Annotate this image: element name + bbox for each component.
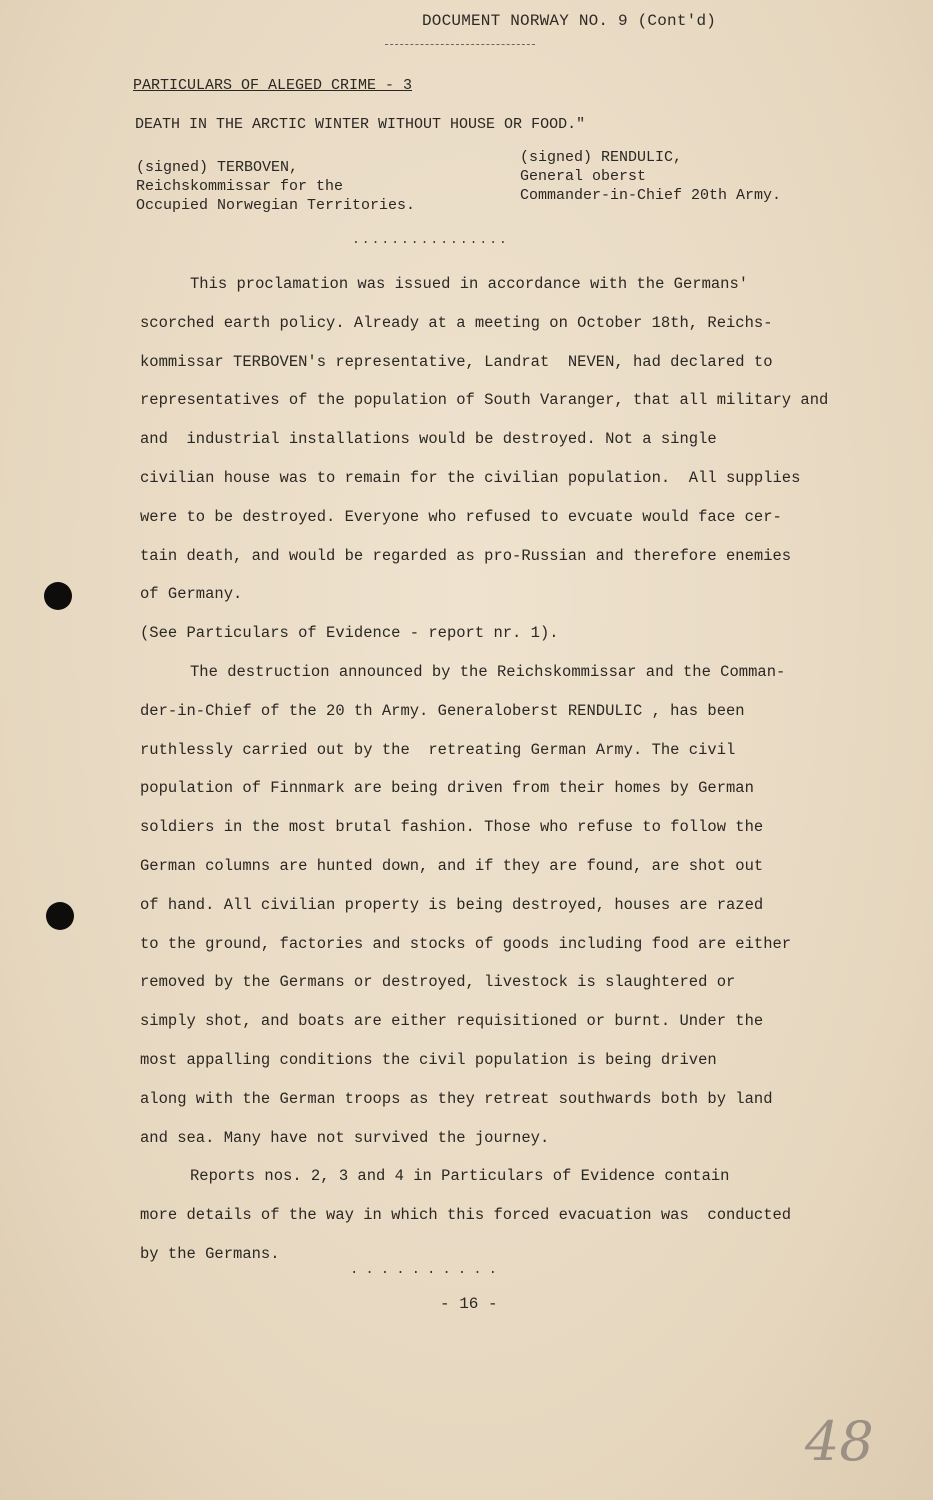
text-line: ruthlessly carried out by the retreating German Army. The civil bbox=[140, 740, 736, 759]
header-rule bbox=[385, 44, 535, 45]
document-header: DOCUMENT NORWAY NO. 9 (Cont'd) bbox=[422, 12, 717, 30]
signature-line: Occupied Norwegian Territories. bbox=[136, 197, 416, 214]
signature-line: (signed) TERBOVEN, bbox=[136, 159, 299, 176]
separator-dots: ................ bbox=[352, 232, 509, 247]
separator-dots: .......... bbox=[350, 1262, 505, 1278]
text-line: by the Germans. bbox=[140, 1244, 280, 1263]
punch-hole bbox=[46, 902, 74, 930]
text-line: representatives of the population of South Varanger, that all military and bbox=[140, 391, 829, 410]
signature-line: Commander-in-Chief 20th Army. bbox=[520, 187, 782, 204]
text-line: civilian house was to remain for the civilian population. All supplies bbox=[140, 468, 801, 487]
text-line: and sea. Many have not survived the journey. bbox=[140, 1128, 550, 1147]
signature-line: General oberst bbox=[520, 168, 647, 185]
text-line: scorched earth policy. Already at a meeting on October 18th, Reichs- bbox=[140, 313, 773, 332]
text-line: were to be destroyed. Everyone who refused to evcuate would face cer- bbox=[140, 507, 782, 526]
text-line: along with the German troops as they retreat southwards both by land bbox=[140, 1089, 773, 1108]
punch-hole bbox=[44, 582, 72, 610]
signature-line: (signed) RENDULIC, bbox=[520, 149, 683, 166]
text-line: population of Finnmark are being driven from their homes by German bbox=[140, 779, 754, 798]
text-line: tain death, and would be regarded as pro-Russian and therefore enemies bbox=[140, 546, 792, 565]
text-line: The destruction announced by the Reichskommissar and the Comman- bbox=[190, 662, 786, 681]
handwritten-page-number: 48 bbox=[805, 1410, 874, 1473]
text-line: kommissar TERBOVEN's representative, Landrat NEVEN, had declared to bbox=[140, 352, 773, 371]
text-line: more details of the way in which this forced evacuation was conducted bbox=[140, 1206, 792, 1225]
paragraph bbox=[140, 265, 860, 614]
text-line: most appalling conditions the civil population is being driven bbox=[140, 1050, 717, 1069]
text-line: der-in-Chief of the 20 th Army. Generaloberst RENDULIC , has been bbox=[140, 701, 745, 720]
text-line: soldiers in the most brutal fashion. Those who refuse to follow the bbox=[140, 818, 764, 837]
text-line: of hand. All civilian property is being destroyed, houses are razed bbox=[140, 895, 764, 914]
paragraph bbox=[140, 653, 860, 1157]
signature-line: Reichskommissar for the bbox=[136, 178, 344, 195]
text-line: Reports nos. 2, 3 and 4 in Particulars of Evidence contain bbox=[190, 1167, 730, 1186]
proclamation-closing-line: DEATH IN THE ARCTIC WINTER WITHOUT HOUSE OR FOOD." bbox=[135, 116, 586, 133]
text-line: of Germany. bbox=[140, 585, 243, 604]
paragraph bbox=[140, 1157, 860, 1273]
text-line: simply shot, and boats are either requisitioned or burnt. Under the bbox=[140, 1012, 764, 1031]
text-line: and industrial installations would be destroyed. Not a single bbox=[140, 430, 717, 449]
page-number: - 16 - bbox=[440, 1295, 498, 1313]
body-text bbox=[140, 265, 860, 1274]
text-line: (See Particulars of Evidence - report nr. 1). bbox=[140, 624, 559, 643]
paragraph bbox=[140, 614, 860, 653]
text-line: removed by the Germans or destroyed, livestock is slaughtered or bbox=[140, 973, 736, 992]
text-line: This proclamation was issued in accordance with the Germans' bbox=[190, 275, 749, 293]
signature-block-right bbox=[520, 148, 781, 205]
signature-block-left bbox=[136, 158, 415, 215]
section-heading: PARTICULARS OF ALEGED CRIME - 3 bbox=[133, 77, 413, 94]
text-line: to the ground, factories and stocks of goods including food are either bbox=[140, 934, 792, 953]
text-line: German columns are hunted down, and if they are found, are shot out bbox=[140, 856, 764, 875]
